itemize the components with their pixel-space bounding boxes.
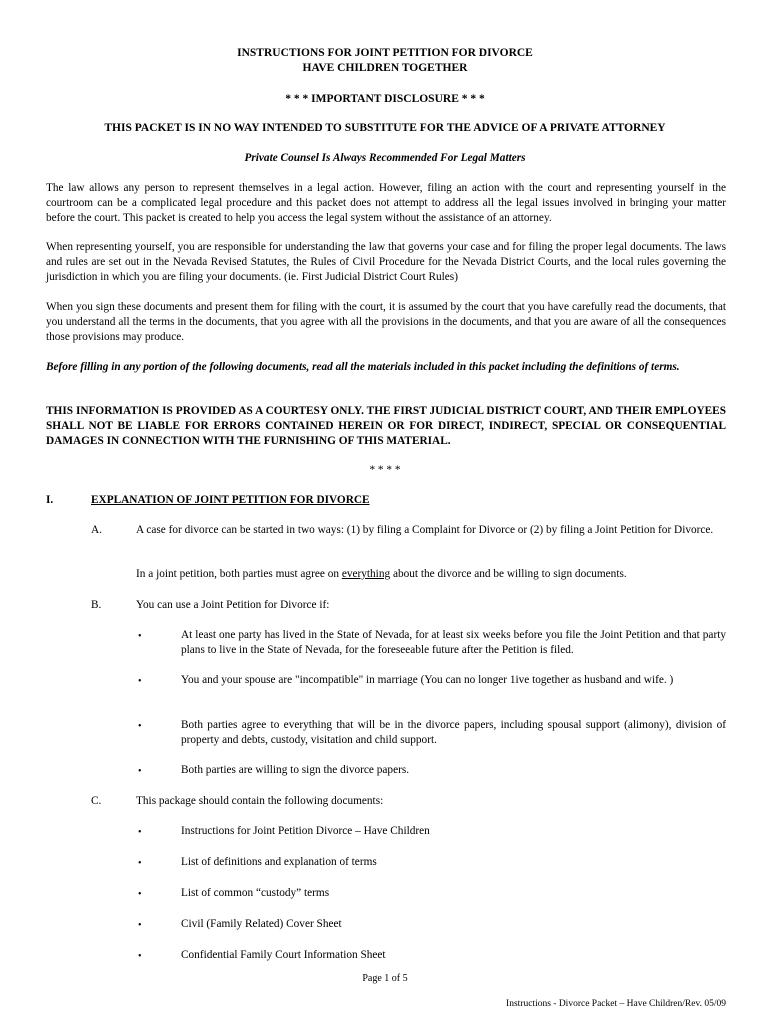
list-item: At least one party has lived in the State of Nevada, for at least six weeks before you file the Joint Petition and that party plans to live in the State of Nevada, for the foreseeable future after the Petition is filed. <box>181 629 726 656</box>
bullet-icon: • <box>138 889 142 900</box>
section-title: EXPLANATION OF JOINT PETITION FOR DIVORCE <box>91 494 370 506</box>
bullet-icon: • <box>138 920 142 931</box>
list-item: List of definitions and explanation of terms <box>181 856 377 868</box>
item-b-text: You can use a Joint Petition for Divorce if: <box>136 599 330 611</box>
item-letter-b: B. <box>91 599 102 611</box>
intro-paragraph-2: When representing yourself, you are responsible for understanding the law that governs your case and for filing the proper legal documents. The laws and rules are set out in the Nevada Revised Statutes, the Rules of Civil Procedure for the Nevada District Courts, and the local rules governing the jurisdiction in which you are filing your documents. (ie. First Judicial District Court Rules) <box>46 241 726 283</box>
bullet-icon: • <box>138 676 142 687</box>
list-item: Civil (Family Related) Cover Sheet <box>181 918 342 930</box>
note-text-before: In a joint petition, both parties must agree on <box>136 568 342 580</box>
item-c-text: This package should contain the following documents: <box>136 795 384 807</box>
item-a-joint-petition-note <box>136 567 726 582</box>
list-item: Both parties are willing to sign the divorce papers. <box>181 764 410 776</box>
item-letter-a: A. <box>91 524 102 536</box>
bullet-icon: • <box>138 951 142 962</box>
bullet-icon: • <box>138 721 142 732</box>
disclosure-heading: * * * IMPORTANT DISCLOSURE * * * <box>285 93 485 105</box>
intro-paragraph-3: When you sign these documents and present them for filing with the court, it is assumed by the court that you have carefully read the documents, that you understand all the terms in the documents, that you agree with all the provisions in the documents, and that you are aware of all the consequences those provisions may produce. <box>46 301 726 343</box>
list-item: You and your spouse are "incompatible" in marriage (You can no longer 1ive together as husband and wife. ) <box>181 674 674 686</box>
intro-paragraph-1: The law allows any person to represent themselves in a legal action. However, filing an action with the court and representing yourself in the courtroom can be a complicated legal procedure and this packet does not attempt to address all the legal issues involved in bringing your matter before the court. This packet is created to help you access the legal system without the assistance of an attorney. <box>46 182 726 224</box>
page-number: Page 1 of 5 <box>362 973 408 984</box>
everything-emphasis: everything <box>341 568 391 580</box>
document-title-line1: INSTRUCTIONS FOR JOINT PETITION FOR DIVORCE <box>237 47 533 59</box>
bullet-icon: • <box>138 631 142 642</box>
section-separator: * * * * <box>369 464 401 476</box>
bullet-icon: • <box>138 827 142 838</box>
list-item: Both parties agree to everything that will be in the divorce papers, including spousal support (alimony), division of property and debts, custody, visitation and child support. <box>181 719 726 746</box>
document-title-line2: HAVE CHILDREN TOGETHER <box>302 62 468 74</box>
section-number: I. <box>46 494 54 506</box>
note-text-after: about the divorce and be willing to sign documents. <box>390 568 627 580</box>
revision-footer: Instructions - Divorce Packet – Have Children/Rev. 05/09 <box>506 999 726 1009</box>
liability-disclaimer: THIS INFORMATION IS PROVIDED AS A COURTESY ONLY. THE FIRST JUDICIAL DISTRICT COURT, AND THEIR EMPLOYEES SHALL NOT BE LIABLE FOR ERRORS CONTAINED HEREIN OR FOR DIRECT, INDIRECT, SPECIAL OR CONSEQUENTIAL DAMAGES IN CONNECTION WITH THE FURNISHING OF THIS MATERIAL. <box>46 405 726 447</box>
read-first-notice: Before filling in any portion of the following documents, read all the materials included in this packet including the definitions of terms. <box>46 361 680 373</box>
item-letter-c: C. <box>91 795 102 807</box>
item-a-text: A case for divorce can be started in two ways: (1) by filing a Complaint for Divorce or (2) by filing a Joint Petition for Divorce. <box>136 524 714 536</box>
list-item: Instructions for Joint Petition Divorce – Have Children <box>181 825 430 837</box>
list-item: Confidential Family Court Information Sheet <box>181 949 386 961</box>
list-item: List of common “custody” terms <box>181 887 330 899</box>
bullet-icon: • <box>138 766 142 777</box>
counsel-recommendation: Private Counsel Is Always Recommended For Legal Matters <box>244 152 526 164</box>
attorney-warning: THIS PACKET IS IN NO WAY INTENDED TO SUBSTITUTE FOR THE ADVICE OF A PRIVATE ATTORNEY <box>104 122 666 134</box>
bullet-icon: • <box>138 858 142 869</box>
